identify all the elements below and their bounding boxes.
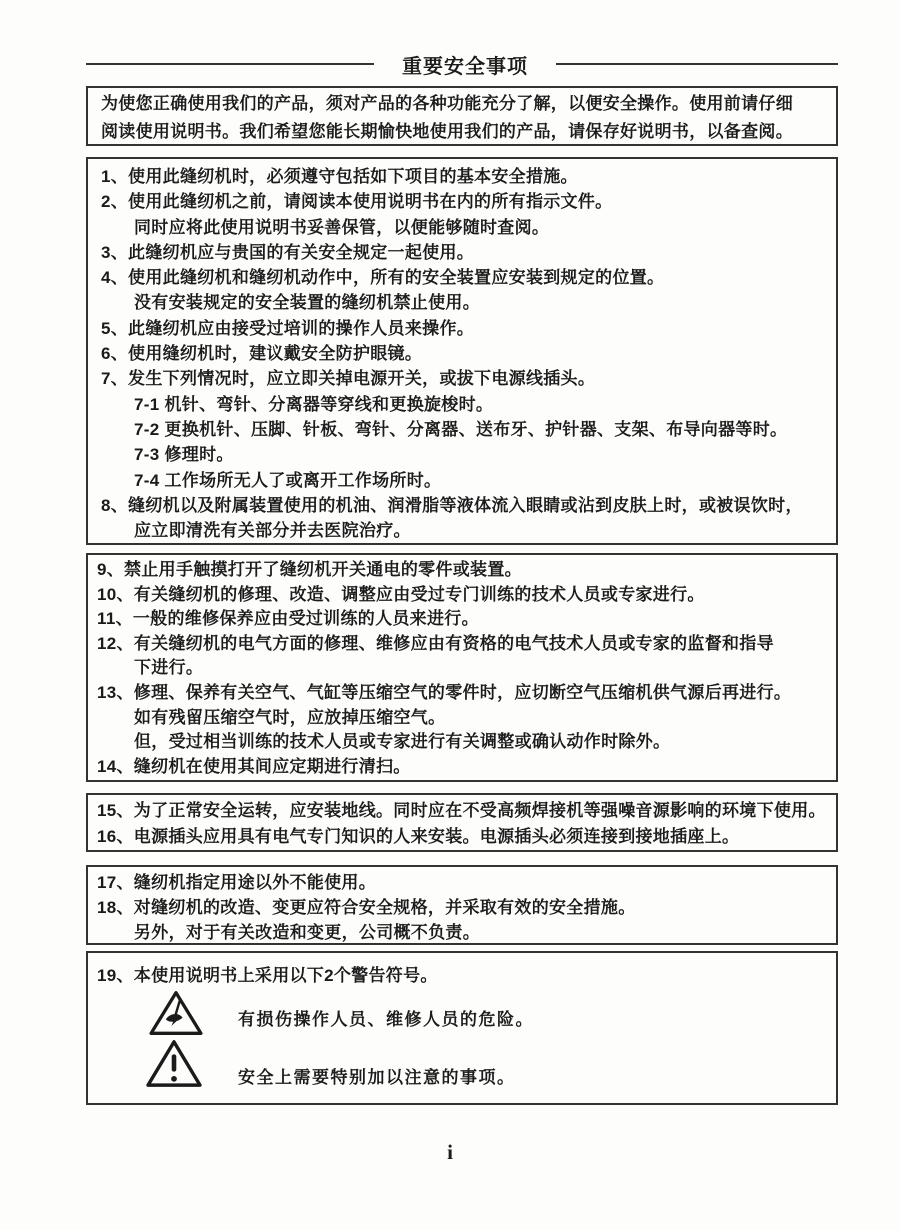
rule-line: 11、一般的维修保养应由受过训练的人员来进行。	[97, 609, 479, 629]
rule-line: 1、使用此缝纫机时，必须遵守包括如下项目的基本安全措施。	[101, 167, 578, 186]
maintenance-rules-box	[86, 553, 838, 782]
needle-injury-warning-icon	[148, 989, 204, 1037]
rule-line: 没有安装规定的安全装置的缝纫机禁止使用。	[134, 293, 480, 313]
intro-line: 阅读使用说明书。我们希望您能长期愉快地使用我们的产品，请保存好说明书，以备查阅。	[101, 122, 793, 141]
intro-box	[86, 86, 838, 146]
rule-line: 但，受过相当训练的技术人员或专家进行有关调整或确认动作时除外。	[134, 732, 671, 752]
rule-subline: 7-4 工作场所无人了或离开工作场所时。	[134, 470, 442, 490]
rule-line: 16、电源插头应用具有电气专门知识的人来安装。电源插头必须连接到接地插座上。	[97, 827, 740, 846]
warning-symbols-intro: 19、本使用说明书上采用以下2个警告符号。	[97, 966, 438, 985]
rule-line: 下进行。	[134, 658, 204, 678]
rule-line: 10、有关缝纫机的修理、改造、调整应由受过专门训练的技术人员或专家进行。	[97, 584, 705, 604]
rule-subline: 7-1 机针、弯针、分离器等穿线和更换旋梭时。	[134, 394, 494, 414]
rule-line: 应立即清洗有关部分并去医院治疗。	[134, 521, 411, 541]
usage-restriction-rules-box	[86, 865, 838, 945]
rule-line: 18、对缝纫机的改造、变更应符合安全规格，并采取有效的安全措施。	[97, 898, 636, 917]
rule-line: 6、使用缝纫机时，建议戴安全防护眼镜。	[101, 344, 423, 364]
caution-warning-icon	[145, 1038, 203, 1088]
page-number: i	[447, 1140, 453, 1164]
warning-label: 有损伤操作人员、维修人员的危险。	[238, 1010, 534, 1029]
grounding-rules-box	[86, 793, 838, 852]
rule-line: 另外，对于有关改造和变更，公司概不负责。	[134, 923, 480, 942]
rule-line: 12、有关缝纫机的电气方面的修理、维修应由有资格的电气技术人员或专家的监督和指导	[97, 633, 774, 653]
intro-line: 为使您正确使用我们的产品，须对产品的各种功能充分了解，以便安全操作。使用前请仔细	[101, 94, 793, 113]
page-title: 重要安全事项	[402, 55, 528, 78]
rule-subline: 7-2 更换机针、压脚、针板、弯针、分离器、送布牙、护针器、支架、布导向器等时。	[134, 419, 788, 439]
rule-line: 5、此缝纫机应由接受过培训的操作人员来操作。	[101, 318, 475, 338]
rule-line: 15、为了正常安全运转，应安装地线。同时应在不受高频焊接机等强噪音源影响的环境下使用。	[97, 801, 826, 820]
rule-line: 4、使用此缝纫机和缝纫机动作中，所有的安全装置应安装到规定的位置。	[101, 268, 665, 288]
rule-subline: 7-3 修理时。	[134, 445, 234, 465]
page-header	[86, 50, 838, 78]
rule-line: 13、修理、保养有关空气、气缸等压缩空气的零件时，应切断空气压缩机供气源后再进行。	[97, 682, 792, 702]
warning-symbols-box	[86, 951, 838, 1105]
rule-line: 如有残留压缩空气时，应放掉压缩空气。	[134, 707, 446, 727]
basic-safety-rules-box	[86, 157, 838, 545]
rule-line: 3、此缝纫机应与贵国的有关安全规定一起使用。	[101, 242, 475, 262]
title-rule-right	[556, 63, 838, 65]
rule-line: 同时应将此使用说明书妥善保管，以便能够随时查阅。	[134, 217, 550, 237]
rule-line: 8、缝纫机以及附属装置使用的机油、润滑脂等液体流入眼睛或沾到皮肤上时，或被误饮时，	[101, 495, 803, 515]
title-rule-left	[86, 63, 374, 65]
rule-line: 2、使用此缝纫机之前，请阅读本使用说明书在内的所有指示文件。	[101, 192, 613, 212]
warning-label: 安全上需要特别加以注意的事项。	[238, 1068, 516, 1087]
rule-line: 7、发生下列情况时，应立即关掉电源开关，或拔下电源线插头。	[101, 369, 596, 389]
rule-line: 14、缝纫机在使用其间应定期进行清扫。	[97, 756, 411, 776]
rule-line: 17、缝纫机指定用途以外不能使用。	[97, 873, 377, 892]
rule-line: 9、禁止用手触摸打开了缝纫机开关通电的零件或装置。	[97, 560, 522, 579]
